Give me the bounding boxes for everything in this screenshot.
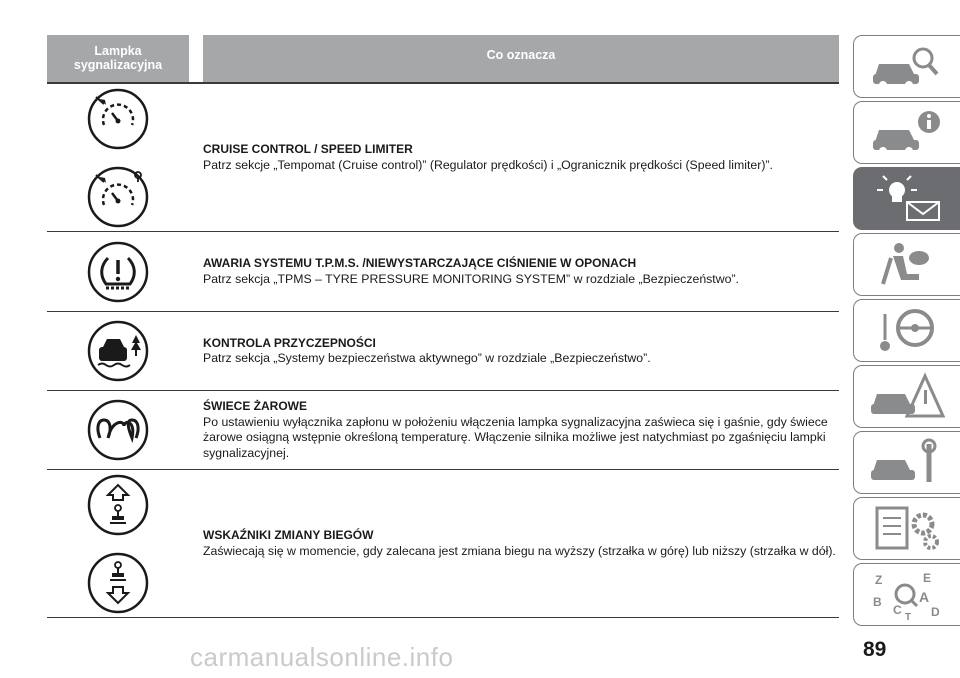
- car-wrench-icon: [869, 438, 945, 488]
- row-description: Patrz sekcja „TPMS – TYRE PRESSURE MONITORING SYSTEM” w rozdziale „Bezpieczeństwo”.: [203, 271, 739, 286]
- index-letter-e: E: [923, 570, 932, 585]
- gear-shift-up-icon: [86, 473, 150, 537]
- page-number: 89: [863, 638, 887, 661]
- tab-starting-driving[interactable]: [853, 299, 960, 362]
- row-title: ŚWIECE ŻAROWE: [203, 399, 307, 413]
- table-row: [47, 84, 839, 232]
- tab-safety[interactable]: [853, 233, 960, 296]
- header-col1-line2: sygnalizacyjna: [73, 58, 163, 72]
- car-emergency-icon: [869, 372, 945, 422]
- tab-technical-data[interactable]: [853, 497, 960, 560]
- traction-control-icon: [86, 319, 150, 383]
- tab-index[interactable]: [853, 563, 960, 626]
- tab-emergency[interactable]: [853, 365, 960, 428]
- row-title: CRUISE CONTROL / SPEED LIMITER: [203, 142, 413, 156]
- chapter-tabs: [853, 35, 960, 629]
- alphabet-index-icon: [869, 570, 945, 620]
- watermark: carmanualsonline.info: [190, 642, 454, 672]
- header-warning-light: [47, 35, 189, 82]
- row-description: Patrz sekcje „Tempomat (Cruise control)” (Regulator prędkości) i „Ogranicznik prędkości (Speed limiter)”.: [203, 157, 773, 172]
- glow-plug-icon: [86, 398, 150, 462]
- table-row: [47, 232, 839, 312]
- steering-key-icon: [869, 306, 945, 356]
- row-title: AWARIA SYSTEMU T.P.M.S. /NIEWYSTARCZAJĄCE CIŚNIENIE W OPONACH: [203, 256, 637, 270]
- row-title: WSKAŹNIKI ZMIANY BIEGÓW: [203, 528, 374, 542]
- car-info-icon: [869, 108, 945, 158]
- index-letter-c: C: [893, 602, 902, 617]
- table-row: [47, 312, 839, 391]
- index-letter-a: A: [919, 588, 930, 605]
- tab-maintenance[interactable]: [853, 431, 960, 494]
- table-row: [47, 470, 839, 618]
- index-letter-b: B: [873, 594, 882, 609]
- index-letter-z: Z: [875, 572, 883, 587]
- index-letter-t: T: [905, 611, 912, 620]
- tab-warning-lights[interactable]: [853, 167, 960, 230]
- tab-car-info[interactable]: [853, 101, 960, 164]
- tab-car-search[interactable]: [853, 35, 960, 98]
- index-letter-d: D: [931, 604, 940, 619]
- warning-light-message-icon: [869, 174, 945, 224]
- row-description: Patrz sekcja „Systemy bezpieczeństwa aktywnego” w rozdziale „Bezpieczeństwo”.: [203, 351, 651, 365]
- cruise-control-icon: [86, 165, 150, 229]
- specs-gears-icon: [869, 504, 945, 554]
- warning-lights-table: [47, 35, 839, 618]
- row-description: Zaświecają się w momencie, gdy zalecana jest zmiana biegu na wyższy (strzałka w górę) lub niższy (strzałka w dół).: [203, 543, 836, 558]
- speed-limiter-icon: [86, 87, 150, 151]
- car-search-icon: [869, 42, 945, 92]
- table-header: [47, 35, 839, 84]
- row-title: KONTROLA PRZYCZEPNOŚCI: [203, 335, 376, 350]
- gear-shift-down-icon: [86, 551, 150, 615]
- header-col1-line1: Lampka: [94, 44, 142, 58]
- airbag-seat-icon: [869, 240, 945, 290]
- table-row: [47, 391, 839, 470]
- header-meaning: Co oznacza: [203, 35, 839, 82]
- tpms-icon: [86, 240, 150, 304]
- row-description: Po ustawieniu wyłącznika zapłonu w położeniu włączenia lampka sygnalizacyjna zaświeca się i gaśnie, gdy świece żarowe osiągną wstępnie określoną temperaturę. Włączenie silnika możliwe jest natychmiast po zgaśnięciu lampki sygnalizacyjnej.: [203, 414, 828, 460]
